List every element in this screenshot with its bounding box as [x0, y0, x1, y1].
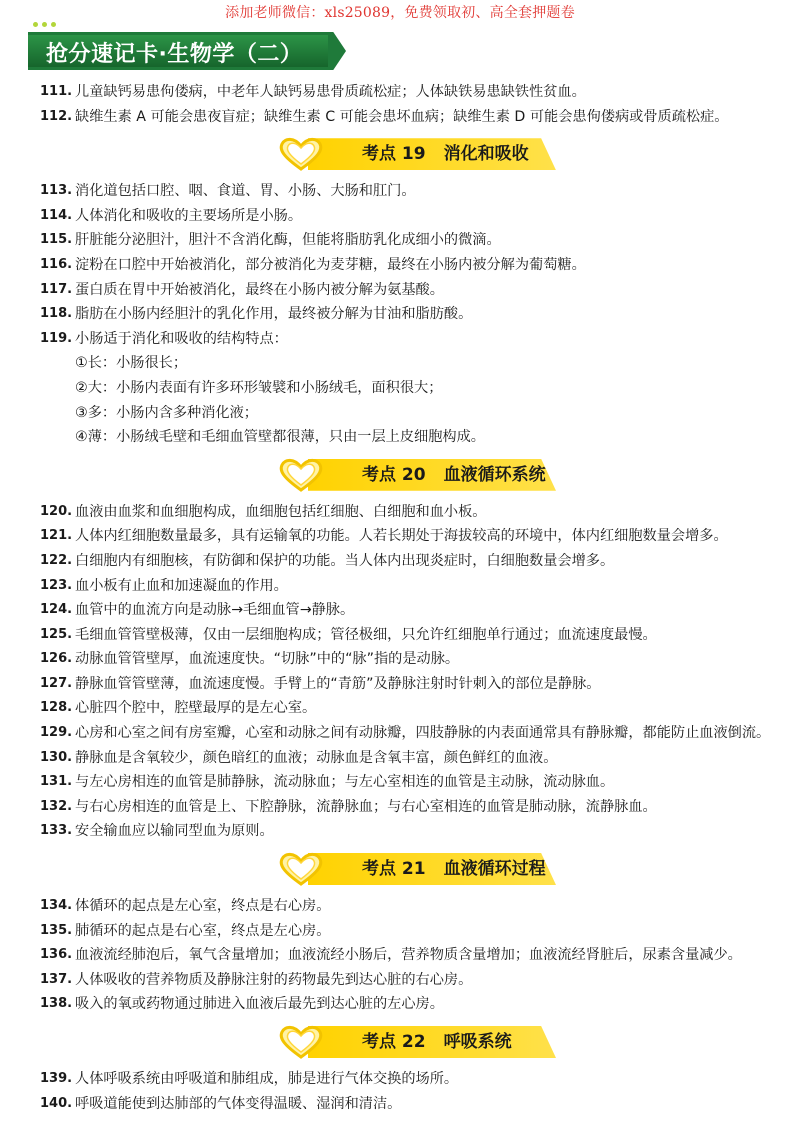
section-name: 血液循环系统 [443, 464, 546, 485]
item-number: 138. [40, 996, 73, 1012]
section-code: 考点 21 [362, 859, 426, 880]
item-text: 静脉血是含氧较少，颜色暗红的血液；动脉血是含氧丰富，颜色鲜红的血液。 [75, 749, 558, 766]
item-number: 124. [40, 602, 73, 618]
item-number: 139. [40, 1071, 73, 1086]
item-number: 133. [40, 823, 73, 839]
item-number: 113. [40, 183, 73, 199]
notes-list [40, 80, 785, 1116]
item-text: 缺维生素 A 可能会患夜盲症；缺维生素 C 可能会患坏血病；缺维生素 D 可能会患佝偻病或骨质疏松症。 [75, 108, 729, 125]
item-text: 吸入的氧或药物通过肺进入血液后最先到达心脏的左心房。 [75, 996, 444, 1013]
item-number: 121. [40, 528, 73, 544]
item-text: 心房和心室之间有房室瓣，心室和动脉之间有动脉瓣，四肢静脉的内表面通常具有静脉瓣，都能防止血液倒流。 [75, 725, 771, 742]
page-title: 抢分速记卡·生物学（二） [46, 42, 303, 67]
sub-item [40, 401, 785, 426]
section-header [40, 1017, 785, 1067]
list-item [40, 647, 785, 672]
heart-icon [276, 1023, 326, 1061]
item-text: 人体消化和吸收的主要场所是小肠。 [75, 207, 303, 224]
item-number: 135. [40, 922, 73, 938]
list-item [40, 80, 785, 105]
item-text: 血液由血浆和血细胞构成，血细胞包括红细胞、白细胞和血小板。 [75, 503, 487, 520]
item-number: 132. [40, 798, 73, 814]
section-code: 考点 22 [362, 1032, 426, 1052]
item-number: 120. [40, 503, 73, 519]
item-text: 白细胞内有细胞核，有防御和保护的功能。当人体内出现炎症时，白细胞数量会增多。 [75, 552, 615, 569]
item-number: 134. [40, 898, 73, 914]
section-name: 呼吸系统 [443, 1032, 512, 1052]
item-number: 117. [40, 281, 73, 297]
list-item [40, 105, 785, 130]
list-item [40, 302, 785, 327]
heart-icon [276, 456, 326, 494]
item-text: 儿童缺钙易患佝偻病，中老年人缺钙易患骨质疏松症；人体缺铁易患缺铁性贫血。 [75, 84, 586, 100]
list-item [40, 1092, 785, 1117]
item-number: 130. [40, 749, 73, 765]
item-text: 肺循环的起点是右心室，终点是左心房。 [75, 922, 331, 939]
sub-item [40, 351, 785, 376]
list-item [40, 696, 785, 721]
item-text: 人体呼吸系统由呼吸道和肺组成，肺是进行气体交换的场所。 [75, 1071, 459, 1087]
sub-item [40, 376, 785, 401]
list-item [40, 819, 785, 844]
list-item [40, 598, 785, 623]
section-header [40, 450, 785, 500]
item-text: 心脏四个腔中，腔壁最厚的是左心室。 [75, 700, 317, 717]
list-item [40, 795, 785, 820]
list-item [40, 968, 785, 993]
sub-item-text: ②大：小肠内表面有许多环形皱襞和小肠绒毛，面积很大； [75, 379, 443, 396]
item-number: 127. [40, 675, 73, 691]
section-title [362, 1026, 512, 1058]
item-number: 118. [40, 306, 73, 322]
list-item [40, 943, 785, 968]
list-item [40, 204, 785, 229]
item-number: 126. [40, 651, 73, 667]
list-item [40, 919, 785, 944]
item-text: 消化道包括口腔、咽、食道、胃、小肠、大肠和肛门。 [75, 183, 416, 200]
item-number: 140. [40, 1095, 73, 1111]
item-text: 与右心房相连的血管是上、下腔静脉，流静脉血；与右心室相连的血管是肺动脉，流静脉血。 [75, 798, 657, 815]
item-text: 蛋白质在胃中开始被消化，最终在小肠内被分解为氨基酸。 [75, 281, 444, 298]
heart-icon [276, 850, 326, 888]
list-item [40, 228, 785, 253]
section-title [362, 853, 546, 885]
list-item [40, 253, 785, 278]
item-text: 血小板有止血和加速凝血的作用。 [75, 577, 288, 594]
list-item [40, 623, 785, 648]
item-text: 淀粉在口腔中开始被消化，部分被消化为麦芽糖，最终在小肠内被分解为葡萄糖。 [75, 256, 586, 273]
item-number: 137. [40, 971, 73, 987]
item-text: 动脉血管管壁厚，血流速度快。“切脉”中的“脉”指的是动脉。 [75, 651, 460, 668]
list-item [40, 327, 785, 352]
item-number: 123. [40, 577, 73, 593]
item-number: 128. [40, 700, 73, 716]
list-item [40, 721, 785, 746]
list-item [40, 672, 785, 697]
section-title [362, 459, 546, 491]
item-text: 脂肪在小肠内经胆汁的乳化作用，最终被分解为甘油和脂肪酸。 [75, 306, 473, 323]
item-number: 112. [40, 108, 73, 124]
list-item [40, 574, 785, 599]
sub-item [40, 425, 785, 450]
section-header [40, 844, 785, 894]
sub-item-text: ③多：小肠内含多种消化液； [75, 404, 258, 421]
item-text: 呼吸道能使到达肺部的气体变得温暖、湿润和清洁。 [75, 1095, 402, 1112]
list-item [40, 524, 785, 549]
item-text: 血液流经肺泡后，氧气含量增加；血液流经小肠后，营养物质含量增加；血液流经肾脏后，尿素含量减少。 [75, 947, 742, 964]
list-item [40, 500, 785, 525]
list-item [40, 894, 785, 919]
item-text: 毛细血管管壁极薄，仅由一层细胞构成；管径极细，只允许红细胞单行通过；血流速度最慢。 [75, 626, 657, 643]
section-code: 考点 19 [362, 144, 426, 165]
item-number: 116. [40, 256, 73, 272]
item-number: 115. [40, 232, 73, 248]
item-text: 安全输血应以输同型血为原则。 [75, 823, 274, 840]
item-text: 与左心房相连的血管是肺静脉，流动脉血；与左心室相连的血管是主动脉，流动脉血。 [75, 774, 615, 791]
item-text: 血管中的血流方向是动脉→毛细血管→静脉。 [75, 602, 355, 619]
section-name: 消化和吸收 [443, 144, 529, 165]
list-item [40, 278, 785, 303]
item-text: 人体吸收的营养物质及静脉注射的药物最先到达心脏的右心房。 [75, 971, 473, 988]
section-code: 考点 20 [362, 464, 426, 485]
item-number: 122. [40, 552, 73, 568]
sub-item-text: ④薄：小肠绒毛壁和毛细血管壁都很薄，只由一层上皮细胞构成。 [75, 429, 485, 446]
item-text: 静脉血管管壁薄，血流速度慢。手臂上的“青筋”及静脉注射时针刺入的部位是静脉。 [75, 675, 601, 692]
item-number: 131. [40, 774, 73, 790]
item-text: 体循环的起点是左心室，终点是右心房。 [75, 898, 331, 915]
item-number: 111. [40, 84, 73, 99]
section-title [362, 138, 529, 170]
item-number: 119. [40, 330, 73, 346]
item-text: 肝脏能分泌胆汁，胆汁不含消化酶，但能将脂肪乳化成细小的微滴。 [75, 232, 501, 249]
list-item [40, 746, 785, 771]
item-number: 114. [40, 207, 73, 223]
item-text: 小肠适于消化和吸收的结构特点： [75, 330, 288, 347]
section-header [40, 129, 785, 179]
decor-dots [33, 22, 56, 27]
item-number: 129. [40, 725, 73, 741]
list-item [40, 992, 785, 1017]
sub-item-text: ①长：小肠很长； [75, 355, 188, 372]
list-item [40, 549, 785, 574]
heart-icon [276, 135, 326, 173]
list-item [40, 179, 785, 204]
promo-note: 添加老师微信：xls25089，免费领取初、高全套押题卷 [225, 5, 575, 21]
section-name: 血液循环过程 [443, 859, 546, 880]
list-item [40, 1067, 785, 1092]
item-number: 136. [40, 947, 73, 963]
item-text: 人体内红细胞数量最多，具有运输氧的功能。人若长期处于海拔较高的环境中，体内红细胞数量会增多。 [75, 528, 728, 545]
list-item [40, 770, 785, 795]
item-number: 125. [40, 626, 73, 642]
